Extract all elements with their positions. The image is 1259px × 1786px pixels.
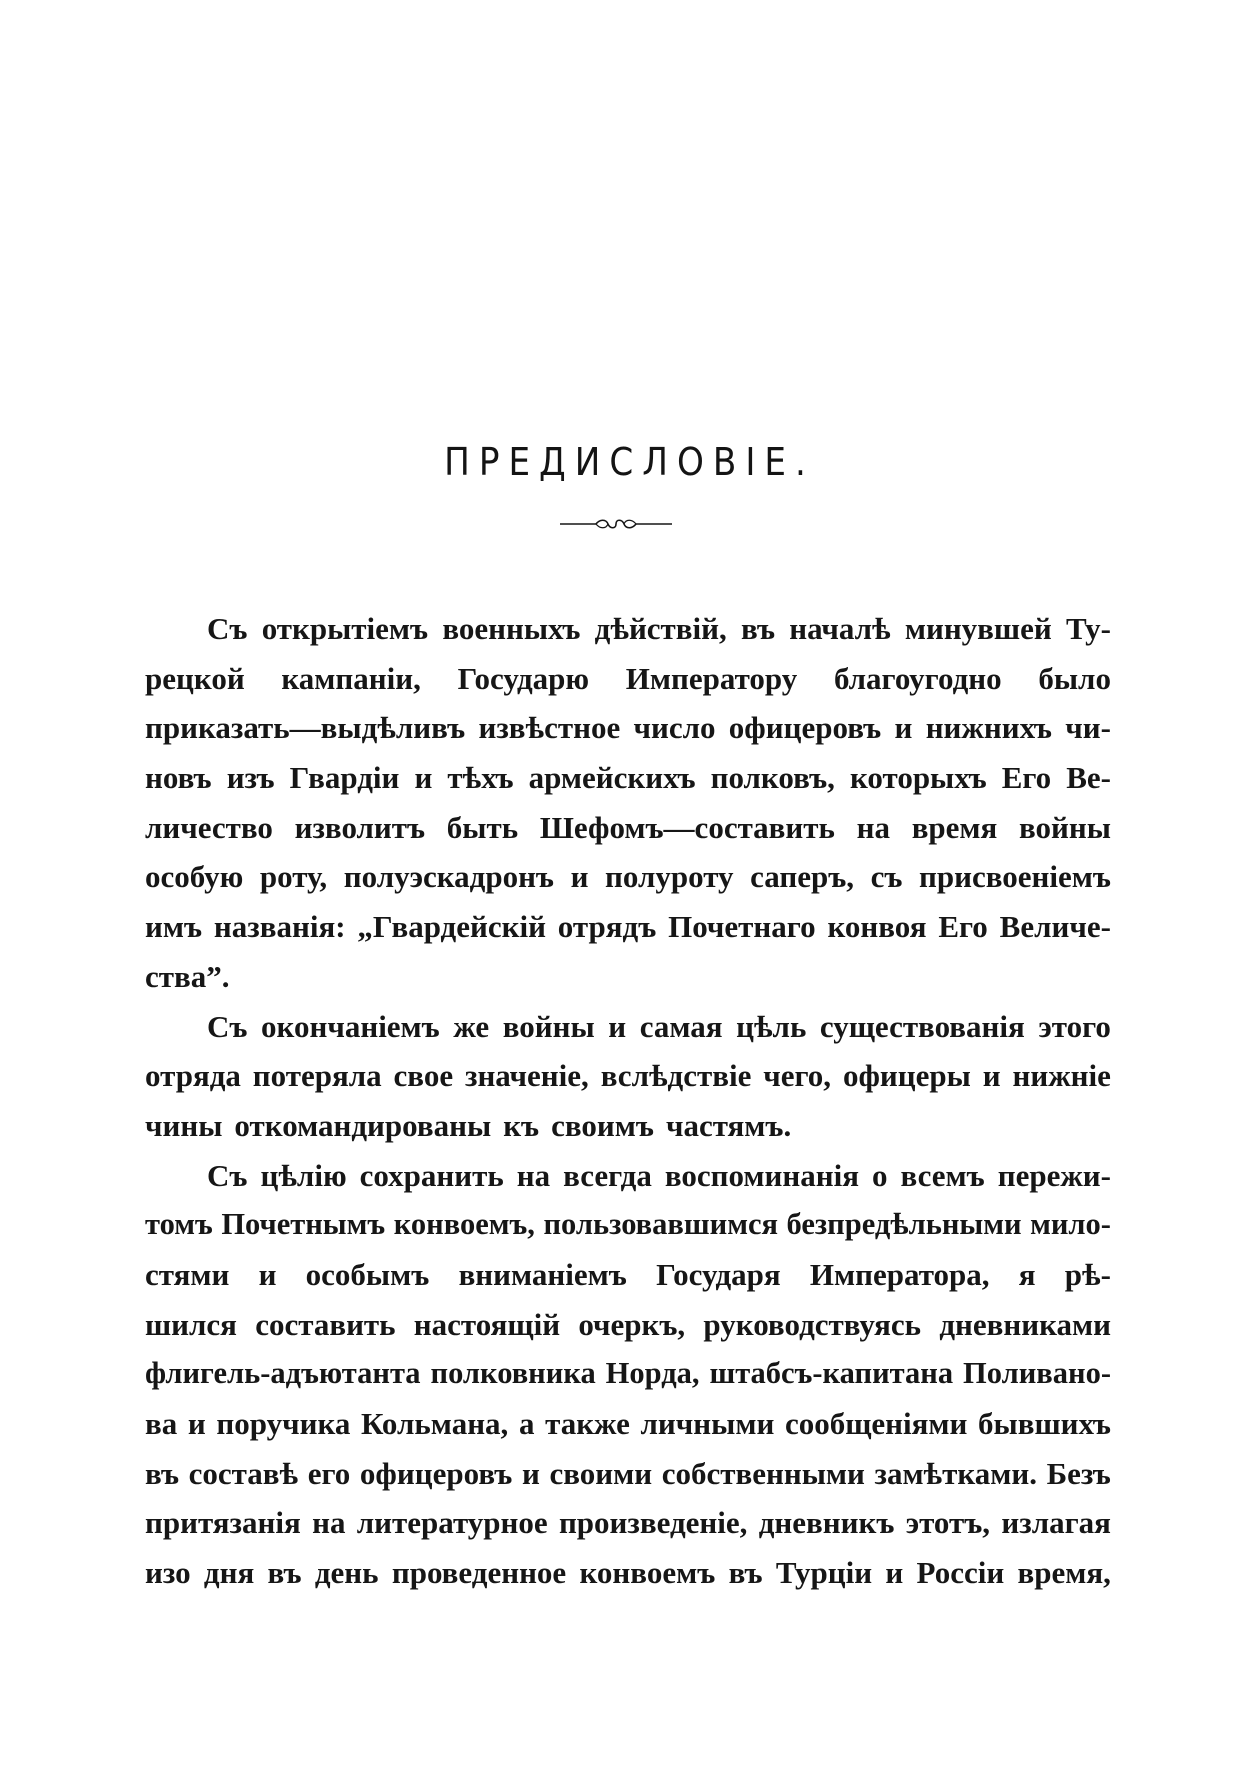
word: очеркъ,	[578, 1306, 686, 1342]
word: окончаніемъ	[261, 1008, 440, 1044]
word: пользовавшимся	[543, 1207, 779, 1242]
word: армейскихъ	[528, 760, 696, 796]
text-line	[145, 604, 1111, 654]
word: я	[1018, 1256, 1036, 1292]
word: цѣлію	[260, 1157, 347, 1193]
word: конвоя	[827, 909, 927, 945]
word: Ту-	[1065, 611, 1111, 646]
word: Россіи	[916, 1555, 1005, 1591]
text-line	[145, 1002, 1111, 1052]
text-line	[145, 902, 1111, 952]
word: было	[1038, 660, 1111, 696]
word: Съ	[207, 1008, 248, 1044]
text-line	[145, 952, 1111, 1002]
word: и	[894, 710, 913, 746]
word: Кольмана,	[360, 1406, 509, 1441]
word: и	[521, 1455, 540, 1491]
word: самая	[639, 1008, 723, 1044]
word: чи-	[1065, 710, 1111, 746]
word: особую	[145, 859, 244, 895]
word: проведенное	[391, 1555, 567, 1591]
word: вниманіемъ	[458, 1256, 627, 1292]
word: Безъ	[1046, 1455, 1111, 1491]
word: существованія	[819, 1008, 1025, 1044]
word: полуроту	[605, 859, 734, 895]
word: съ	[870, 859, 903, 895]
word: конвоемъ,	[393, 1207, 535, 1242]
word: въ	[145, 1455, 180, 1491]
word: Гвардіи	[289, 760, 400, 796]
word: Императору	[625, 660, 798, 696]
word: Поливано-	[963, 1356, 1111, 1391]
word: вслѣдствіе	[600, 1058, 752, 1094]
word: значеніе,	[464, 1058, 589, 1094]
page-title: ПРЕДИСЛОВІЕ.	[444, 440, 815, 484]
word: и	[570, 859, 589, 895]
word: личными	[640, 1406, 775, 1441]
text-line	[145, 1250, 1111, 1300]
word: Шефомъ—составить	[539, 809, 835, 845]
word: на	[312, 1505, 346, 1541]
word: и	[414, 760, 433, 796]
word: о	[871, 1157, 888, 1193]
text-line	[145, 803, 1111, 853]
word: началѣ	[789, 611, 891, 646]
word: воспоминанія	[664, 1157, 859, 1193]
word: мило-	[1030, 1207, 1111, 1242]
word: его	[307, 1455, 351, 1491]
word: офицеры	[842, 1058, 971, 1094]
word: на	[516, 1157, 551, 1193]
word: день	[314, 1555, 379, 1591]
word: цѣль	[736, 1008, 807, 1044]
word: и	[258, 1256, 277, 1292]
word: рѣ-	[1064, 1256, 1111, 1292]
word: откомандированы	[234, 1107, 492, 1143]
word: стями	[145, 1256, 230, 1292]
word: роту,	[259, 859, 328, 895]
word: число	[633, 710, 716, 746]
word: дня	[203, 1555, 255, 1591]
word: нижніе	[1012, 1058, 1111, 1094]
word: къ	[503, 1107, 540, 1143]
word: излагая	[1001, 1505, 1111, 1541]
word: отрядъ	[557, 909, 657, 945]
word: составить	[255, 1306, 396, 1342]
word: Ве-	[1066, 760, 1111, 796]
word: же	[453, 1008, 490, 1044]
word: Императора,	[809, 1256, 990, 1292]
word: томъ	[145, 1207, 213, 1242]
word: флигель-адъютанта	[145, 1356, 421, 1391]
word: Норда,	[605, 1356, 700, 1391]
word: названія:	[213, 909, 346, 945]
word: и	[187, 1406, 206, 1441]
word: благоугодно	[833, 660, 1002, 696]
word: Его	[938, 909, 988, 945]
word: личество	[145, 809, 273, 845]
word: чины	[145, 1107, 223, 1143]
word: быть	[446, 809, 519, 845]
word: нижнихъ	[925, 710, 1053, 746]
word: полуэскадронъ	[343, 859, 554, 895]
word: изо	[145, 1555, 191, 1591]
word: войны	[502, 1008, 595, 1044]
word: „Гвардейскій	[357, 909, 546, 945]
word: всегда	[563, 1157, 652, 1193]
word: въ	[728, 1555, 763, 1591]
word: шился	[145, 1306, 237, 1342]
word: настоящій	[413, 1306, 561, 1342]
preface-text	[145, 604, 1111, 1598]
word: кампаніи,	[281, 660, 421, 696]
word: конвоемъ	[579, 1555, 716, 1591]
word: всемъ	[900, 1157, 985, 1193]
word: Почетнаго	[668, 909, 816, 945]
text-line	[145, 703, 1111, 753]
word: составѣ	[188, 1455, 299, 1491]
word: притязанія	[145, 1505, 301, 1541]
word: частямъ.	[665, 1107, 792, 1143]
word: войны	[1019, 809, 1111, 845]
flourish-divider-icon	[560, 516, 672, 532]
word: Съ	[207, 1157, 248, 1193]
word: Съ	[207, 611, 248, 646]
word: и	[885, 1555, 904, 1591]
word: которыхъ	[849, 760, 987, 796]
word: время	[911, 809, 998, 845]
word: замѣтками.	[874, 1455, 1038, 1491]
text-line	[145, 1399, 1111, 1449]
word: тѣхъ	[447, 760, 514, 796]
word: Величе-	[999, 909, 1111, 945]
word: присвоеніемъ	[919, 859, 1111, 895]
word: пережи-	[997, 1157, 1111, 1193]
word: Почетнымъ	[221, 1207, 386, 1242]
word: рецкой	[145, 660, 245, 696]
text-line	[145, 1151, 1111, 1201]
word: полковъ,	[710, 760, 835, 796]
word: ва	[145, 1406, 178, 1441]
word: этого	[1038, 1008, 1111, 1044]
word: дневникъ	[758, 1505, 895, 1541]
text-line	[145, 654, 1111, 704]
word: своими	[549, 1455, 653, 1491]
word: поручика	[216, 1406, 351, 1441]
text-line	[145, 1200, 1111, 1250]
word: руководствуясь	[703, 1306, 922, 1342]
word: безпредѣльными	[786, 1207, 1022, 1242]
word: Государю	[457, 660, 590, 696]
text-line	[145, 1101, 1111, 1151]
word: бывшихъ	[978, 1406, 1111, 1441]
word: этотъ,	[905, 1505, 991, 1541]
word: офицеровъ	[359, 1455, 513, 1491]
word: сообщеніями	[784, 1406, 968, 1441]
text-line	[145, 852, 1111, 902]
word: открытіемъ	[261, 611, 429, 646]
word: извѣстное	[478, 710, 621, 746]
word: минувшей	[904, 611, 1052, 646]
word: произведеніе,	[558, 1505, 748, 1541]
word: Его	[1001, 760, 1052, 796]
word: своимъ	[551, 1107, 654, 1143]
word: особымъ	[305, 1256, 430, 1292]
word: чего,	[763, 1058, 832, 1094]
word: время,	[1017, 1555, 1111, 1591]
word: и	[608, 1008, 627, 1044]
word: изъ	[226, 760, 275, 796]
word: сохранить	[359, 1157, 504, 1193]
word: въ	[267, 1555, 302, 1591]
word: приказать—выдѣливъ	[145, 710, 466, 746]
word: штабсъ-капитана	[709, 1356, 954, 1391]
word: полковника	[430, 1356, 596, 1391]
word: Государя	[656, 1256, 781, 1292]
word: на	[856, 809, 890, 845]
word: Турціи	[775, 1555, 873, 1591]
word: и	[982, 1058, 1001, 1094]
word: въ	[740, 611, 776, 646]
word: дѣйствій,	[594, 611, 727, 646]
word: литературное	[356, 1505, 548, 1541]
word: офицеровъ	[728, 710, 882, 746]
word: изволитъ	[294, 809, 426, 845]
word: военныхъ	[442, 611, 581, 646]
text-line	[145, 1548, 1111, 1598]
text-line	[145, 1449, 1111, 1499]
text-line	[145, 1300, 1111, 1350]
text-line	[145, 753, 1111, 803]
word: собственными	[661, 1455, 865, 1491]
word: дневниками	[939, 1306, 1111, 1342]
word: отряда	[145, 1058, 241, 1094]
word: ства”.	[145, 958, 230, 994]
word: потеряла	[252, 1058, 382, 1094]
word: саперъ,	[750, 859, 855, 895]
word: новъ	[145, 760, 212, 796]
word: имъ	[145, 909, 203, 945]
word: также	[545, 1406, 630, 1441]
text-line	[145, 1051, 1111, 1101]
word: свое	[393, 1058, 454, 1094]
text-line	[145, 1349, 1111, 1399]
word: а	[518, 1406, 535, 1441]
text-line	[145, 1498, 1111, 1548]
